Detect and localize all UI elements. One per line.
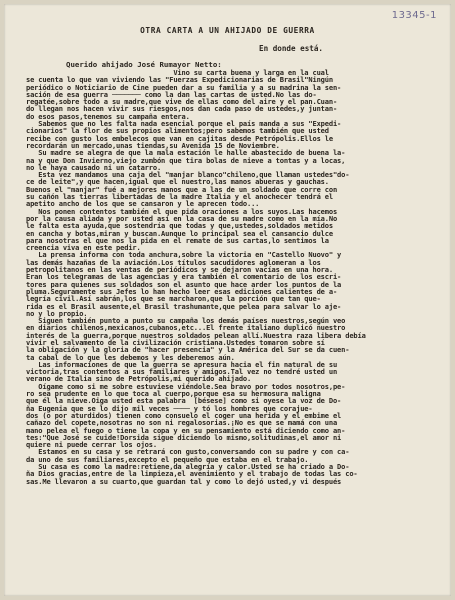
letter-line: ce de leite",y que hacen,igual que el nuestro,las manos abueras y gauchas. (26, 177, 329, 187)
letter-line: cionarios" la flor de sus propios alimentos;pero sabemos también que usted (26, 126, 329, 136)
letter-line: para nosotras el que nos la pida en el remate de sus cartas,lo sentimos la (26, 235, 329, 245)
letter-line: victoria,tras contentos a sus familiares y amigos.Tal vez no tendré usted un (26, 367, 338, 377)
letter-line: rida es el Brasil ausente,el Brasil trashumante,que pelea para salvar lo aje- (26, 301, 342, 311)
letter-line: apetito ancho de los que se cansaron y le aprecen todo... (26, 199, 260, 209)
letter-line: recibe con gusto los embelecos que van en cajitas desde Petrópolis.Ellos le (26, 133, 333, 143)
letter-line: ña Dios gracias,entre de la limpieza,el avenimiento y el trabajo de todas las co- (26, 469, 358, 479)
letter-line: quiere ni puede cerrar los ojos. (26, 440, 157, 450)
letter-line: Nos ponen contentos también el que pida oraciones a los suyos.Las hacemos (26, 206, 338, 216)
letter-line: tores para quienes sus soldados son el asunto que hace arder los puntos de la (26, 279, 342, 289)
letter-line: su cañón las tierras libertadas de la madre Italia y el anochecer tendrá el (26, 192, 333, 202)
letter-line: Buenos el "manjar" fué a mejores manos que a las de un soldado que corre con (26, 184, 338, 194)
letter-line: na y que Don Invierno,viejo zumbón que tira bolas de nieve a tontas y a locas, (26, 155, 346, 165)
letter-body (26, 69, 444, 485)
letter-line: do llegan nos hacen vivir sus riesgos,nos dan cada paso de ustedes,y juntan- (26, 104, 338, 114)
letter-line: cañazo del copete,nosotras no son ni regalosorias.¡No es que se mamá con una (26, 418, 338, 428)
letter-line: le falta esta ayuda,que sostendría que todas y que,ustedes,soldados metidos (26, 221, 333, 231)
letter-line: ña Eugenia que se lo dijo mil veces ──── y tó los hombres que corajue- (26, 403, 313, 413)
letter-line: interés de la guerra,porque nuestros soldados pelean allí.Nuestra raza libera debía (26, 330, 366, 340)
letter-line: dos (o por aturdidos) tienen como consuelo el coger una herida y el embime el (26, 410, 342, 420)
letter-line: do esos pasos,tenemos su campaña entera. (26, 111, 190, 121)
letter-line: en diarios chilenos,mexicanos,cubanos,etc...El frente italiano duplicó nuestro (26, 323, 346, 333)
letter-line: vivir el salvamento de la civilización cristiana.Ustedes tomaron sobre sí (26, 337, 325, 347)
letter-line: Oígame como si me sobre estuviese viéndole.Sea bravo por todos nosotros,pe- (26, 381, 346, 391)
letter-line: recordarán un mercado,unas tiendas,su Avenida 15 de Noviembre. (26, 140, 280, 150)
letter-salutation: Querido ahijado José Rumayor Netto: (66, 60, 222, 69)
letter-line: sación de esa guerra ─────── como la dan las cartas de usted.No las do- (26, 89, 317, 99)
letter-line: verano de Italia sino de Petrópolis,mi querido ahijado. (26, 374, 252, 384)
letter-line: tes:"Que José se cuide!Dorsida sigue diciendo lo mismo,solitudinas,el amor ni (26, 432, 342, 442)
letter-line: Sabemos que no les falta nada esencial porque el país manda a sus "Expedi- (26, 119, 342, 129)
letter-line: Las informaciones de que la guerra se apresura hacia el fin natural de su (26, 359, 338, 369)
letter-title: OTRA CARTA A UN AHIJADO DE GUERRA (140, 26, 315, 35)
letter-line: sas.Me llevaron a su cuarto,que guardan tal y como lo dejó usted,y vi después (26, 476, 342, 486)
letter-line: regatée,sobre todo a su madre,que vive de ellas como del aire y el pan.Cuan- (26, 97, 338, 107)
letter-place: En donde está. (259, 44, 324, 53)
letter-line: las demás hazañas de la aviación.Los títulos sacudidores aglomeran a los (26, 257, 321, 267)
letter-line: Esta vez mandamos una caja del "manjar blanco"chileno,que llaman ustedes"do- (26, 170, 350, 180)
letter-line: ta cabal de lo que les debemos y les deberemos aún. (26, 352, 235, 362)
letter-line: creencia viva en este pedir. (26, 243, 141, 253)
letter-line: legría civil.Así sabrán,los que se marcharon,que la porción que tan que- (26, 294, 321, 304)
letter-line: en cancha y botas,miran y buscan.Aunque lo principal sea el cansancio dulce (26, 228, 333, 238)
letter-line: La prensa informa con toda anchura,sobre la victoria en "Castello Nuovo" y (26, 250, 342, 260)
letter-page (4, 4, 451, 596)
letter-line: ro sea prudente en lo que toca al cuerpo,porque esa su hermosura maligna (26, 389, 321, 399)
letter-line: no y lo propio. (26, 308, 88, 318)
letter-line: Estamos en su casa y se retrará con gusto,conversando con su padre y con ca- (26, 447, 350, 457)
letter-line: no le haya causado ni un catarro. (26, 162, 162, 172)
letter-line: pluma.Seguramente sus Jefes lo han hecho leer esas ediciones calientes de a- (26, 286, 338, 296)
letter-line: Siguen también punto a punto su campaña los demás países nuestros,según veo (26, 316, 346, 326)
letter-line: periódico o Noticiario de Cine pueden dar a su familia y a su madrina la sen- (26, 82, 342, 92)
letter-line: Vino su carta buena y larga en la cual (26, 68, 329, 77)
letter-line: la obligación y la gloria de "hacer presencia" y la América del Sur se da cuen- (26, 345, 350, 355)
letter-line: se cuenta lo que van viviendo las "Fuerzas Expedicionarias de Brasil"Ningún (26, 75, 333, 85)
letter-line: Eran los telegramas de las agencias y era también el comentario de los escri- (26, 272, 342, 282)
letter-line: mano pelea el fuego o tiene la copa y en su pensamiento está diciendo como an- (26, 425, 346, 435)
archive-number: 13345-1 (391, 10, 437, 21)
letter-line: Su casa es como la madre:retiene,da alegría y calor.Usted se ha criado a Do- (26, 462, 350, 472)
letter-line: que él la nieve.Oiga usted esta palabra [bésese] como si oyese la voz de Do- (26, 396, 342, 406)
letter-line: da uno de sus familiares,excepto el pequeño que estaba en el trabajo. (26, 454, 309, 464)
letter-line: Su madre se alegra de que la mala estación le halle abastecido de buena la- (26, 148, 346, 158)
letter-line: por la causa aliada y por usted así en la casa de su madre como en la mía.No (26, 213, 338, 223)
letter-line: petropolitanos en las ventas de periódicos y se dejaron vacías en una hora. (26, 265, 333, 275)
